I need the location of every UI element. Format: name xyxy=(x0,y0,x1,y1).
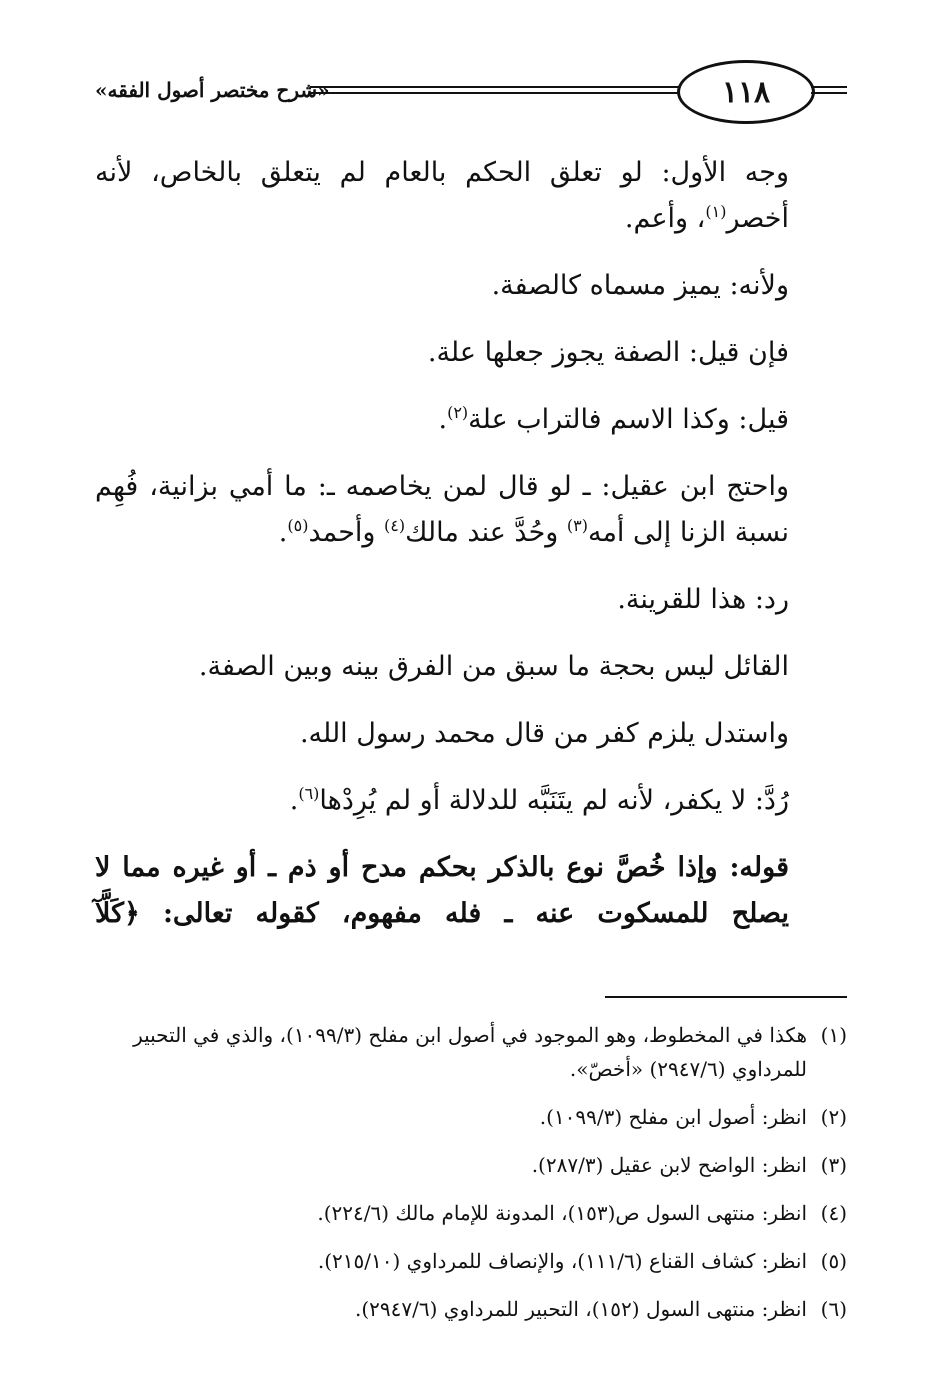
footnote-ref-5: (٥) xyxy=(287,516,309,535)
footnote-number: (٣) xyxy=(820,1153,847,1177)
footnote-1 xyxy=(95,1018,847,1086)
paragraph-4-text: قيل: وكذا الاسم فالتراب علة xyxy=(468,404,789,435)
footnote-5 xyxy=(95,1244,847,1278)
footnote-number: (٥) xyxy=(820,1249,847,1273)
running-title: «شرح مختصر أصول الفقه» xyxy=(95,78,330,102)
paragraph-4 xyxy=(95,397,847,443)
footnote-ref-6: (٦) xyxy=(298,784,320,803)
footnote-4 xyxy=(95,1196,847,1230)
footnote-3 xyxy=(95,1148,847,1182)
page-header xyxy=(95,58,845,124)
header-double-rule-right xyxy=(811,86,847,96)
page-number-oval xyxy=(677,60,815,124)
footnote-text: انظر: منتهى السول (١٥٢)، التحبير للمرداوي (٢٩٤٧/٦). xyxy=(355,1297,807,1321)
footnote-6 xyxy=(95,1292,847,1326)
paragraph-9-end: . xyxy=(289,785,299,816)
page-number: ١١٨ xyxy=(721,74,771,110)
footnote-number: (١) xyxy=(820,1023,847,1047)
footnote-text: انظر: أصول ابن مفلح (١٠٩٩/٣). xyxy=(539,1105,807,1129)
footnote-2 xyxy=(95,1100,847,1134)
paragraph-6: رد: هذا للقرينة. xyxy=(617,584,789,615)
paragraph-5-text-c: وأحمد xyxy=(308,517,385,548)
paragraph-5-end: . xyxy=(278,517,288,548)
footnote-text: انظر: كشاف القناع (١١١/٦)، والإنصاف للمرداوي (٢١٥/١٠). xyxy=(317,1249,807,1273)
footnote-ref-1: (١) xyxy=(705,202,727,221)
paragraph-1-end: ، وأعم. xyxy=(624,203,706,234)
footnote-ref-3: (٣) xyxy=(566,516,588,535)
quoted-text-bold: قوله: وإذا خُصَّ نوع بالذكر بحكم مدح أو ذم ـ أو غيره مما لا يصلح للمسكوت عنه ـ فله مفهوم، كقوله تعالى: ﴿كَلَّآ xyxy=(95,852,789,929)
footnote-text: هكذا في المخطوط، وهو الموجود في أصول ابن مفلح (١٠٩٩/٣)، والذي في التحبير للمرداوي (٢٩٤٧/٦) «أخصّ». xyxy=(133,1023,807,1081)
footnote-ref-4: (٤) xyxy=(384,516,406,535)
paragraph-5 xyxy=(95,464,847,556)
paragraph-1 xyxy=(95,150,847,242)
paragraph-3: فإن قيل: الصفة يجوز جعلها علة. xyxy=(427,337,789,368)
paragraph-4-end: . xyxy=(438,404,448,435)
paragraph-9-text: رُدَّ: لا يكفر، لأنه لم يتَنَبَّه للدلالة أو لم يُرِدْها xyxy=(319,785,789,816)
footnote-number: (٤) xyxy=(820,1201,847,1225)
paragraph-5-text-a: واحتج ابن عقيل: ـ لو قال لمن يخاصمه ـ: ما أمي بزانية، فُهِم نسبة الزنا إلى أمه xyxy=(95,471,789,548)
paragraph-5-text-b: وحُدَّ عند مالك xyxy=(405,517,567,548)
paragraph-7: القائل ليس بحجة ما سبق من الفرق بينه وبين الصفة. xyxy=(198,651,789,682)
paragraph-9 xyxy=(95,778,847,824)
paragraph-2: ولأنه: يميز مسماه كالصفة. xyxy=(491,270,789,301)
footnotes xyxy=(95,1018,847,1340)
footnote-separator xyxy=(605,996,847,998)
footnote-ref-2: (٢) xyxy=(447,403,469,422)
paragraph-8: واستدل يلزم كفر من قال محمد رسول الله. xyxy=(299,718,789,749)
footnote-text: انظر: منتهى السول ص(١٥٣)، المدونة للإمام مالك (٢٢٤/٦). xyxy=(317,1201,807,1225)
footnote-number: (٦) xyxy=(820,1297,847,1321)
footnote-number: (٢) xyxy=(820,1105,847,1129)
paragraph-1-text: وجه الأول: لو تعلق الحكم بالعام لم يتعلق بالخاص، لأنه أخصر xyxy=(95,157,789,234)
footnote-text: انظر: الواضح لابن عقيل (٢٨٧/٣). xyxy=(531,1153,807,1177)
main-text xyxy=(95,150,847,937)
